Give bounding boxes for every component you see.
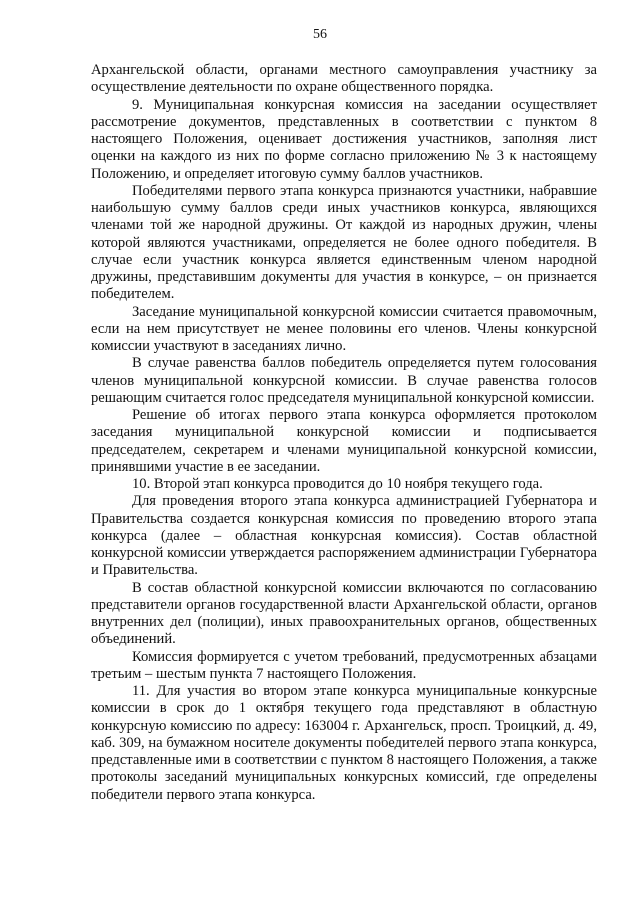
document-body xyxy=(91,62,597,804)
paragraph-regional-commission: Для проведения второго этапа конкурса администрацией Губернатора и Правительства создается конкурсная комиссия по проведению второго этапа конкурса (далее – областная конкурсная комиссия). Состав областной конкурсной комиссии утверждается распоряжением администрации Губернатора и Правительства. xyxy=(91,493,597,579)
paragraph-quorum: Заседание муниципальной конкурсной комиссии считается правомочным, если на нем присутствует не менее половины его членов. Члены конкурсной комиссии участвуют в заседаниях лично. xyxy=(91,303,597,354)
paragraph-commission-members: В состав областной конкурсной комиссии включаются по согласованию представители органов государственной власти Архангельской области, органов внутренних дел (полиции), иных правоохранительных органов, общественных объединений. xyxy=(91,579,597,648)
paragraph-continuation: Архангельской области, органами местного самоуправления участнику за осуществление деятельности по охране общественного порядка. xyxy=(91,62,597,96)
paragraph-item-10: 10. Второй этап конкурса проводится до 10 ноября текущего года. xyxy=(132,476,543,492)
paragraph-item-11: 11. Для участия во втором этапе конкурса муниципальные конкурсные комиссии в срок до 1 октября текущего года представляют в областную конкурсную комиссию по адресу: 163004 г. Архангельск, просп. Троицкий, д. 49, каб. 309, на бумажном носителе документы победителей первого этапа конкурса, представленные ими в соответствии с пунктом 8 настоящего Положения, а также протоколы заседаний муниципальных конкурсных комиссий, где определены победители первого этапа конкурса. xyxy=(91,683,597,803)
paragraph-commission-requirements: Комиссия формируется с учетом требований, предусмотренных абзацами третьим – шестым пункта 7 настоящего Положения. xyxy=(91,648,597,682)
paragraph-item-9: 9. Муниципальная конкурсная комиссия на заседании осуществляет рассмотрение документов, представленных в соответствии с пунктом 8 настоящего Положения, оценивает достижения участников, заполняя лист оценки на каждого из них по форме согласно приложению № 3 к настоящему Положению, и определяет итоговую сумму баллов участников. xyxy=(91,96,597,182)
paragraph-winners: Победителями первого этапа конкурса признаются участники, набравшие наибольшую сумму баллов среди иных участников конкурса, являющихся членами той же народной дружины. От каждой из народных дружин, члены которой являются участниками, определяется не более одного победителя. В случае если участник конкурса является единственным членом народной дружины, представившим документы для участия в конкурсе, – он признается победителем. xyxy=(91,182,597,303)
paragraph-tie-vote: В случае равенства баллов победитель определяется путем голосования членов муниципальной конкурсной комиссии. В случае равенства голосов решающим считается голос председателя муниципальной конкурсной комиссии. xyxy=(91,355,597,406)
paragraph-protocol: Решение об итогах первого этапа конкурса оформляется протоколом заседания муниципальной конкурсной комиссии и подписывается председателем, секретарем и членами муниципальной конкурсной комиссии, принявшими участие в ее заседании. xyxy=(91,407,597,475)
page-number: 56 xyxy=(313,27,327,42)
